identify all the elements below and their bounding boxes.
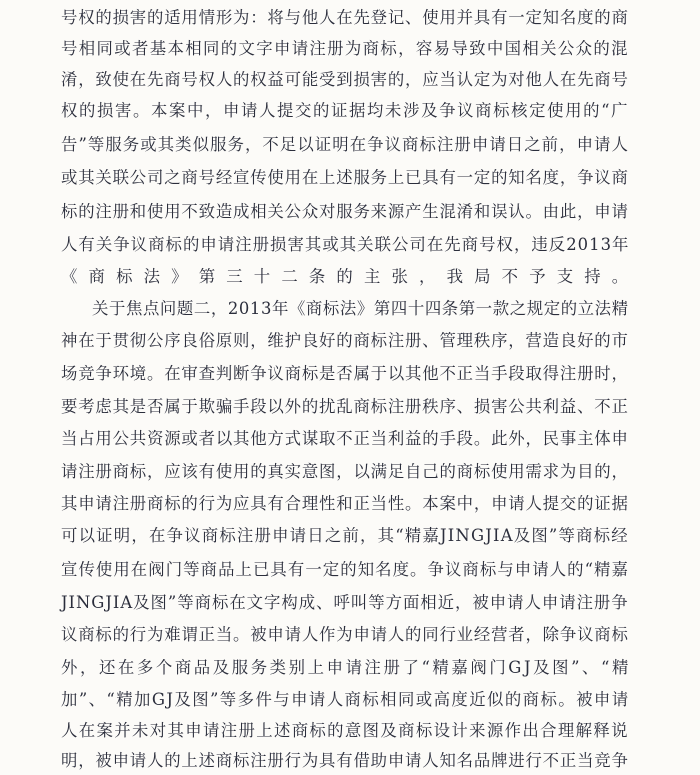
text-line: 号相同或者基本相同的文字申请注册为商标，容易导致中国相关公众的混 — [61, 39, 629, 58]
text-line: 可以证明，在争议商标注册申请日之前，其“精嘉JINGJIA及图”等商标经 — [61, 526, 629, 545]
text-line: 告”等服务或其类似服务，不足以证明在争议商标注册申请日之前，申请人 — [61, 135, 629, 154]
text-line: 宣传使用在阀门等商品上已具有一定的知名度。争议商标与申请人的“精嘉 — [61, 560, 629, 579]
text-line: 当占用公共资源或者以其他方式谋取不正当利益的手段。此外，民事主体申 — [61, 429, 629, 448]
text-line: 人在案并未对其申请注册上述商标的意图及商标设计来源作出合理解释说 — [61, 721, 629, 740]
text-line: 场竞争环境。在审查判断争议商标是否属于以其他不正当手段取得注册时， — [61, 364, 629, 383]
text-line: 《商标法》第三十二条的主张，我局不予支持。 — [61, 267, 640, 286]
text-line: 加”、“精加GJ及图”等多件与申请人商标相同或高度近似的商标。被申请 — [61, 690, 630, 709]
text-line: 外，还在多个商品及服务类别上申请注册了“精嘉阀门GJ及图”、“精 — [61, 658, 631, 677]
text-line: 标的注册和使用不致造成相关公众对服务来源产生混淆和误认。由此，申请 — [61, 202, 629, 221]
text-line: 明，被申请人的上述商标注册行为具有借助申请人知名品牌进行不正当竞争 — [61, 751, 629, 770]
text-line: 要考虑其是否属于欺骗手段以外的扰乱商标注册秩序、损害公共利益、不正 — [61, 397, 629, 416]
text-line: 或其关联公司之商号经宣传使用在上述服务上已具有一定的知名度，争议商 — [61, 168, 629, 187]
text-line: 议商标的行为难谓正当。被申请人作为申请人的同行业经营者，除争议商标 — [61, 625, 629, 644]
text-line: 其申请注册商标的行为应具有合理性和正当性。本案中，申请人提交的证据 — [61, 494, 629, 513]
text-line: 淆，致使在先商号权人的权益可能受到损害的，应当认定为对他人在先商号 — [61, 70, 629, 89]
text-line: 号权的损害的适用情形为：将与他人在先登记、使用并具有一定知名度的商 — [61, 8, 629, 27]
text-line: 人有关争议商标的申请注册损害其或其关联公司在先商号权，违反2013年 — [61, 235, 630, 254]
text-line: 关于焦点问题二，2013年《商标法》第四十四条第一款之规定的立法精 — [92, 299, 629, 318]
text-line: 神在于贯彻公序良俗原则，维护良好的商标注册、管理秩序，营造良好的市 — [61, 331, 629, 350]
text-line: JINGJIA及图”等商标在文字构成、呼叫等方面相近，被申请人申请注册争 — [61, 593, 629, 612]
text-line: 权的损害。本案中，申请人提交的证据均未涉及争议商标核定使用的“广 — [61, 101, 630, 120]
text-line: 请注册商标，应该有使用的真实意图，以满足自己的商标使用需求为目的， — [61, 462, 629, 481]
